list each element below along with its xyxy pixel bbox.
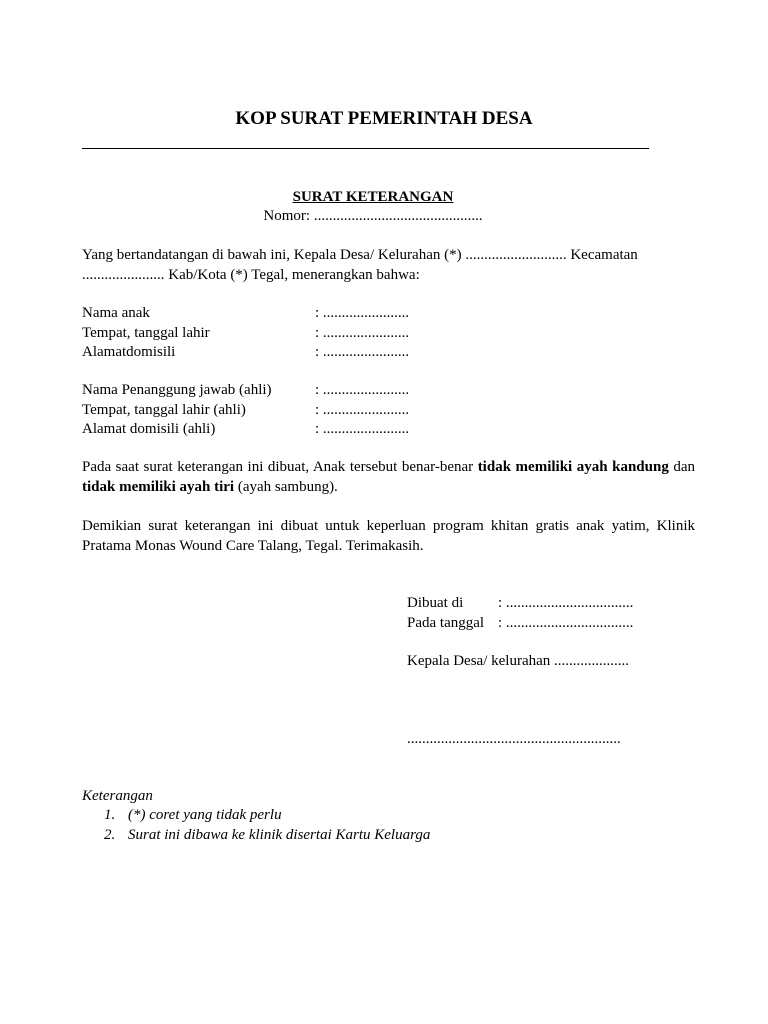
note-text: (*) coret yang tidak perlu xyxy=(128,807,282,823)
statement-emphasis-1: tidak memiliki ayah kandung xyxy=(477,459,669,475)
field-label: Tempat, tanggal lahir (ahli) xyxy=(82,401,246,418)
statement-text-2: dan xyxy=(668,459,696,475)
field-value: : ....................... xyxy=(315,401,410,418)
date-value: : .................................. xyxy=(498,614,634,631)
field-row-child-birth xyxy=(82,324,695,344)
closing-paragraph: Demikian surat keterangan ini dibuat untuk keperluan program khitan gratis anak yatim, Klinik Pratama Monas Wound Care Talang, Tegal. Terimakasih. xyxy=(82,518,695,554)
note-number: 2. xyxy=(104,826,116,843)
field-value: : ....................... xyxy=(315,324,410,341)
made-at-value: : .................................. xyxy=(498,595,634,611)
made-at-label: Dibuat di xyxy=(407,595,464,611)
document-number: Nomor: ............................................. xyxy=(263,208,483,224)
official-title: Kepala Desa/ kelurahan .................... xyxy=(407,653,630,669)
field-label: Alamatdomisili xyxy=(82,344,176,360)
field-value: : ....................... xyxy=(315,305,410,321)
field-row-child-address xyxy=(82,343,695,363)
field-label: Tempat, tanggal lahir xyxy=(82,324,210,341)
field-label: Nama Penanggung jawab (ahli) xyxy=(82,382,272,398)
date-row xyxy=(407,614,727,634)
signature-line: ......................................................... xyxy=(407,731,621,747)
statement-paragraph xyxy=(82,458,695,497)
statement-text-1: Pada saat surat keterangan ini dibuat, Anak tersebut benar-benar xyxy=(82,459,478,475)
notes-heading: Keterangan xyxy=(82,788,153,804)
field-row-guardian-birth xyxy=(82,401,695,421)
field-row-guardian-name xyxy=(82,381,695,401)
field-value: : ....................... xyxy=(315,382,410,398)
made-at-row xyxy=(407,594,727,614)
document-title: SURAT KETERANGAN xyxy=(292,189,454,205)
statement-text-3: (ayah sambung). xyxy=(234,478,338,495)
field-value: : ....................... xyxy=(315,421,410,437)
field-row-child-name xyxy=(82,304,695,324)
field-value: : ....................... xyxy=(315,344,410,360)
letterhead-divider xyxy=(82,148,649,149)
statement-emphasis-2: tidak memiliki ayah tiri xyxy=(82,478,235,495)
field-row-guardian-address xyxy=(82,420,695,440)
intro-line-1: Yang bertandatangan di bawah ini, Kepala Desa/ Kelurahan (*) ........................... Kecamatan xyxy=(82,247,638,263)
intro-paragraph xyxy=(82,246,695,285)
letterhead-title: KOP SURAT PEMERINTAH DESA xyxy=(235,108,533,129)
field-label: Alamat domisili (ahli) xyxy=(82,421,216,437)
note-text: Surat ini dibawa ke klinik disertai Kartu Keluarga xyxy=(128,826,431,843)
note-number: 1. xyxy=(104,807,116,823)
intro-line-2: ...................... Kab/Kota (*) Tegal, menerangkan bahwa: xyxy=(82,266,420,283)
date-label: Pada tanggal xyxy=(407,614,485,631)
field-label: Nama anak xyxy=(82,305,150,321)
